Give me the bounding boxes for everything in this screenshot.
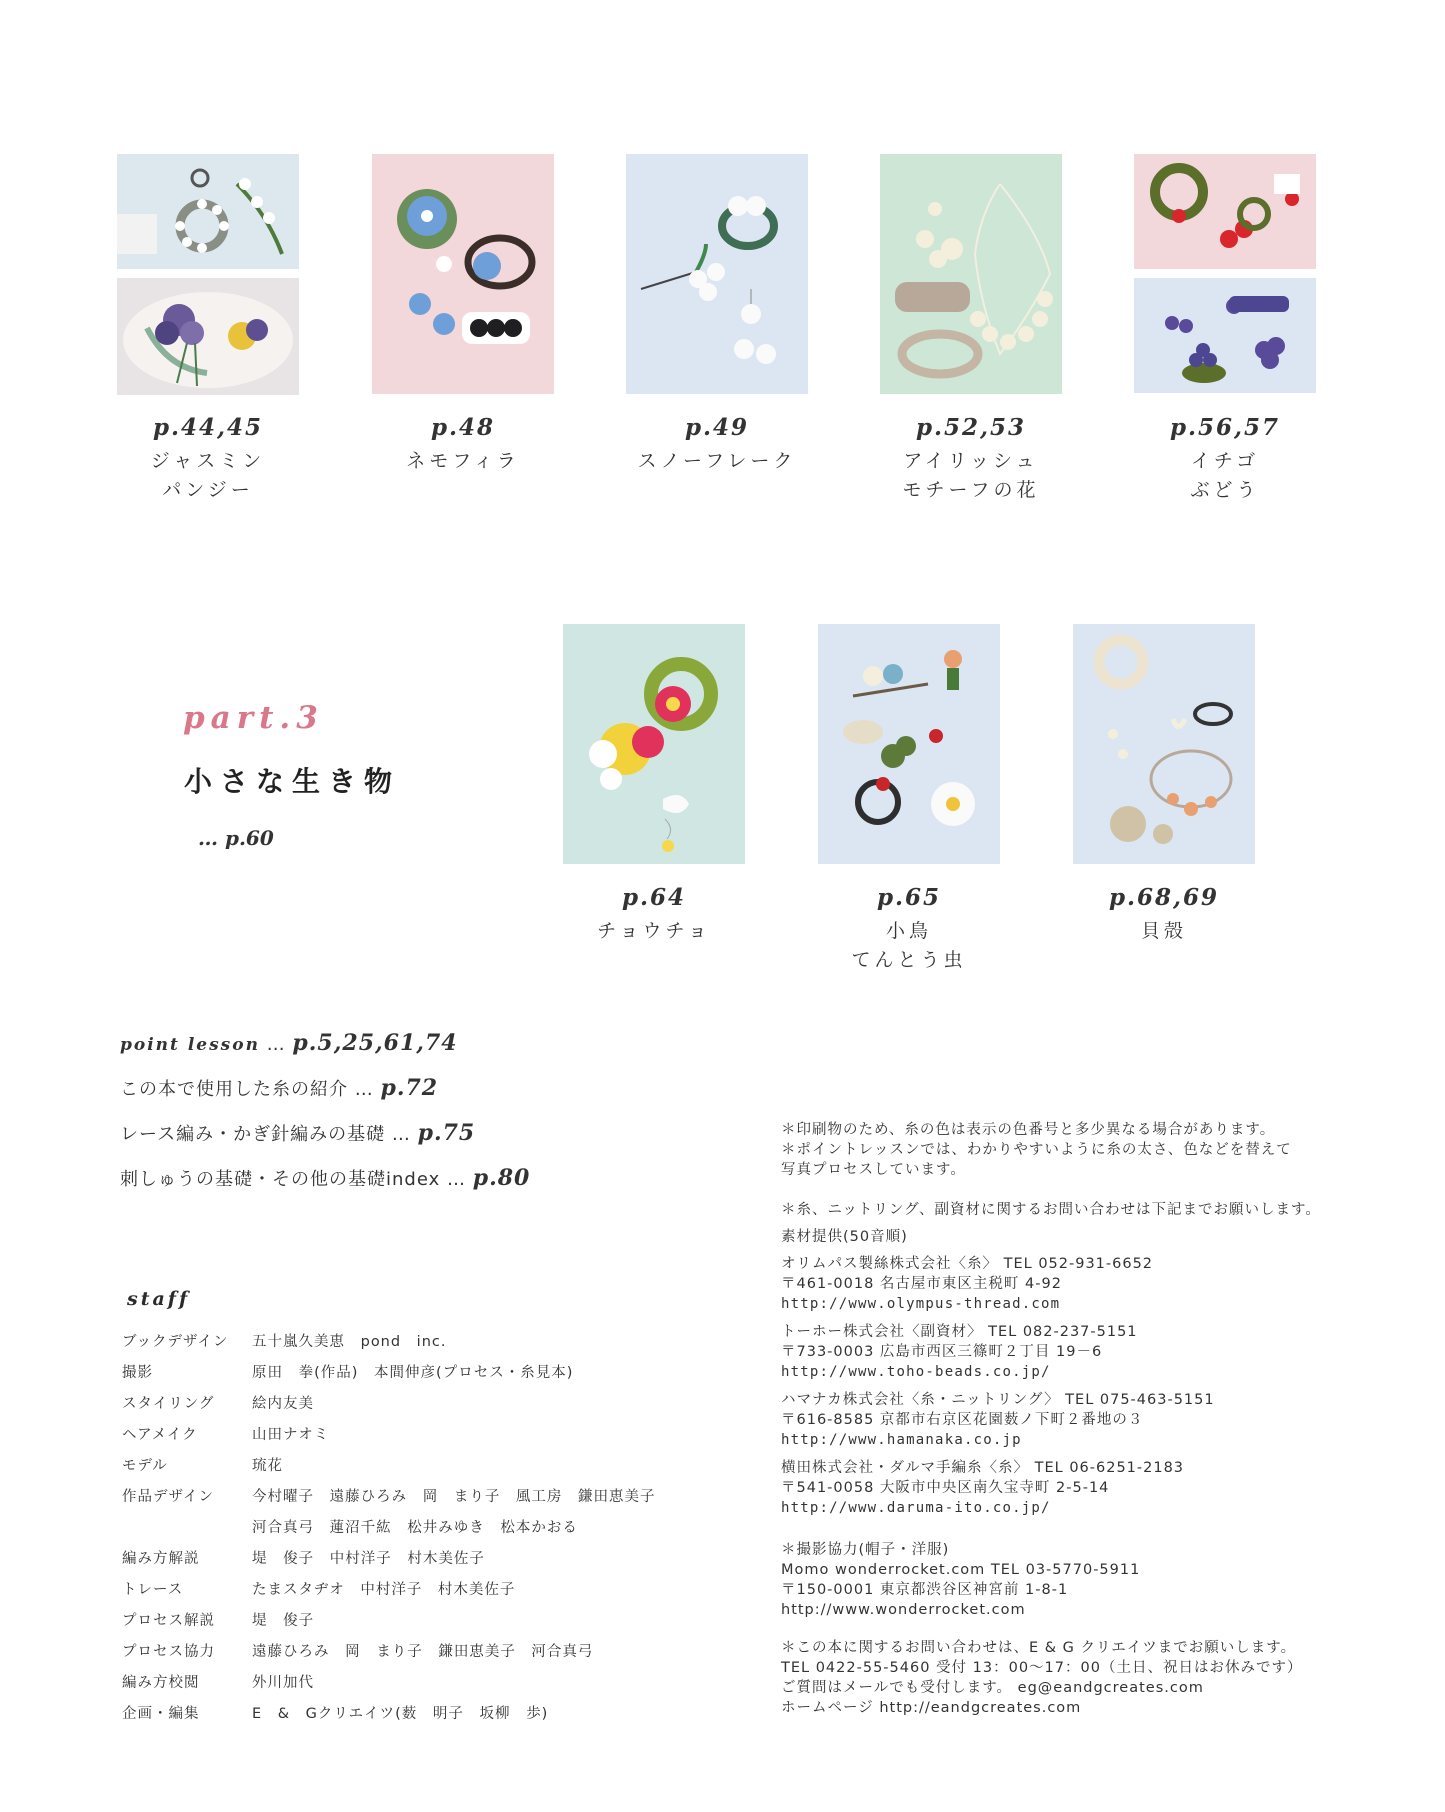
staff-names: 河合真弓 蓮沼千紘 松井みゆき 松本かおる: [252, 1520, 578, 1536]
item-name: パンジー: [162, 479, 254, 501]
item-name: ぶどう: [1190, 479, 1260, 501]
staff-row: [122, 1485, 656, 1506]
caption-item: [98, 414, 318, 505]
staff-role: ブックデザイン: [122, 1334, 229, 1350]
item-name: スノーフレーク: [637, 450, 797, 472]
photo-jasmine: [117, 154, 299, 269]
part-label: part.3: [183, 700, 324, 736]
lesson-page: p.75: [417, 1120, 476, 1146]
staff-names: 五十嵐久美恵 pond inc.: [252, 1334, 447, 1350]
staff-names: E & Gクリエイツ(薮 明子 坂柳 歩): [252, 1706, 549, 1722]
page-ref: p.52,53: [915, 414, 1027, 441]
staff-row: [122, 1578, 515, 1599]
supplier-url[interactable]: http://www.olympus-thread.com: [781, 1296, 1061, 1312]
item-name: チョウチョ: [597, 920, 711, 942]
lesson-dots: …: [385, 1124, 418, 1145]
supplier-name: ハマナカ株式会社〈糸・ニットリング〉 TEL 075-463-5151: [781, 1392, 1215, 1408]
supply-heading: 素材提供(50音順): [781, 1229, 908, 1245]
caption-item: [353, 414, 573, 476]
part-page-ref: … p.60: [198, 826, 274, 850]
supplier-address: 〒541-0058 大阪市中央区南久宝寺町 2-5-14: [781, 1480, 1110, 1496]
lesson-row: [120, 1120, 475, 1146]
caption-item: [799, 884, 1019, 975]
photo-nemophila: [372, 154, 554, 394]
lesson-label: レース編み・かぎ針編みの基礎: [120, 1124, 386, 1145]
staff-role: スタイリング: [122, 1396, 215, 1412]
staff-names: 堤 俊子 中村洋子 村木美佐子: [252, 1551, 485, 1567]
supplier-address: 〒616-8585 京都市右京区花園薮ノ下町２番地の３: [781, 1412, 1144, 1428]
staff-role: 撮影: [122, 1365, 153, 1381]
staff-role: プロセス協力: [122, 1644, 215, 1660]
supplier-address: 〒461-0018 名古屋市東区主税町 4-92: [781, 1276, 1062, 1292]
item-name: アイリッシュ: [903, 450, 1039, 472]
lesson-page: p.80: [472, 1165, 531, 1191]
lesson-label: point lesson: [120, 1035, 260, 1055]
photo-cooperation: ＊撮影協力(帽子・洋服) Momo wonderrocket.com TEL 03-5770-5911 〒150-0001 東京都渋谷区神宮前 1-8-1 http://www.wonderrocket.com: [781, 1542, 1141, 1618]
photo-snowflake: [626, 154, 808, 394]
item-name: てんとう虫: [851, 949, 967, 971]
staff-row: [122, 1454, 283, 1475]
print-note: ＊印刷物のため、糸の色は表示の色番号と多少異なる場合があります。 ＊ポイントレッスンでは、わかりやすいように糸の太さ、色などを替えて 写真プロセスしています。: [781, 1122, 1292, 1178]
supplier-url[interactable]: http://www.hamanaka.co.jp: [781, 1432, 1022, 1448]
caption-item: [607, 414, 827, 476]
page-ref: p.44,45: [152, 414, 264, 441]
staff-row: [122, 1640, 593, 1661]
caption-item: [544, 884, 764, 946]
supplier-name: オリムパス製絲株式会社〈糸〉 TEL 052-931-6652: [781, 1256, 1154, 1272]
staff-row: [122, 1516, 578, 1537]
page-ref: p.68,69: [1108, 884, 1220, 911]
staff-role: ヘアメイク: [122, 1427, 198, 1443]
photo-seashell: [1073, 624, 1255, 864]
supplier-url[interactable]: http://www.toho-beads.co.jp/: [781, 1364, 1051, 1380]
staff-role: トレース: [122, 1582, 184, 1598]
staff-title: staff: [127, 1288, 191, 1310]
photo-pansy: [117, 278, 299, 395]
staff-names: 琉花: [252, 1458, 283, 1474]
staff-names: 絵内友美: [252, 1396, 314, 1412]
lesson-label: 刺しゅうの基礎・その他の基礎index: [120, 1169, 441, 1190]
photo-grape: [1134, 278, 1316, 393]
lesson-page: p.5,25,61,74: [292, 1030, 458, 1056]
staff-row: [122, 1702, 548, 1723]
page-ref: p.56,57: [1169, 414, 1281, 441]
item-name: ジャスミン: [150, 450, 266, 472]
staff-names: たまスタヂオ 中村洋子 村木美佐子: [252, 1582, 516, 1598]
item-name: 小鳥: [885, 920, 932, 942]
staff-role: モデル: [122, 1458, 168, 1474]
lesson-dots: …: [440, 1169, 473, 1190]
caption-item: [861, 414, 1081, 505]
staff-role: プロセス解説: [122, 1613, 215, 1629]
photo-bird-ladybug: [818, 624, 1000, 864]
supplier-address: 〒733-0003 広島市西区三篠町２丁目 19－6: [781, 1344, 1103, 1360]
staff-names: 堤 俊子: [252, 1613, 315, 1629]
contact-info: ＊この本に関するお問い合わせは、E & G クリエイツまでお願いします。 TEL 0422-55-5460 受付 13：00～17：00（土日、祝日はお休みです） ご質問はメールでも受付します。 eg@eandgcreates.com ホームページ http://eandgcreates.com: [781, 1640, 1303, 1716]
photo-irish-motif: [880, 154, 1062, 394]
item-name: モチーフの花: [902, 479, 1040, 501]
lesson-row: [120, 1075, 438, 1101]
staff-row: [122, 1671, 314, 1692]
staff-role: 作品デザイン: [122, 1489, 214, 1505]
part-title: 小さな生き物: [184, 765, 401, 798]
lesson-row: [120, 1165, 530, 1191]
staff-role: 編み方校閲: [122, 1675, 200, 1691]
staff-row: [122, 1547, 485, 1568]
page-ref: p.64: [621, 884, 687, 911]
lesson-page: p.72: [380, 1075, 439, 1101]
item-name: イチゴ: [1190, 450, 1260, 472]
lesson-dots: …: [348, 1079, 381, 1100]
staff-role: 編み方解説: [122, 1551, 200, 1567]
supplier-url[interactable]: http://www.daruma-ito.co.jp/: [781, 1500, 1051, 1516]
lesson-dots: …: [259, 1034, 293, 1055]
staff-names: 遠藤ひろみ 岡 まり子 鎌田恵美子 河合真弓: [252, 1644, 594, 1660]
staff-row: [122, 1392, 314, 1413]
supplier-name: 横田株式会社・ダルマ手編糸〈糸〉 TEL 06-6251-2183: [781, 1460, 1185, 1476]
staff-row: [122, 1361, 573, 1382]
lesson-row: [120, 1030, 458, 1056]
inquiry-intro: ＊糸、ニットリング、副資材に関するお問い合わせは下記までお願いします。: [781, 1202, 1321, 1218]
lesson-label: この本で使用した糸の紹介: [120, 1079, 348, 1100]
item-name: ネモフィラ: [406, 450, 520, 472]
photo-butterfly: [563, 624, 745, 864]
photo-strawberry: [1134, 154, 1316, 269]
staff-row: [122, 1330, 447, 1351]
staff-names: 外川加代: [252, 1675, 314, 1691]
staff-role: 企画・編集: [122, 1706, 200, 1722]
staff-names: 山田ナオミ: [252, 1427, 330, 1443]
item-name: 貝殻: [1140, 920, 1187, 942]
caption-item: [1054, 884, 1274, 946]
page-ref: p.48: [430, 414, 496, 441]
supplier-name: トーホー株式会社〈副資材〉 TEL 082-237-5151: [781, 1324, 1138, 1340]
staff-row: [122, 1609, 314, 1630]
staff-names: 原田 拳(作品) 本間伸彦(プロセス・糸見本): [252, 1365, 574, 1381]
caption-item: [1115, 414, 1335, 505]
staff-names: 今村曜子 遠藤ひろみ 岡 まり子 風工房 鎌田恵美子: [252, 1489, 656, 1505]
page-ref: p.65: [876, 884, 942, 911]
page-ref: p.49: [684, 414, 750, 441]
staff-row: [122, 1423, 329, 1444]
